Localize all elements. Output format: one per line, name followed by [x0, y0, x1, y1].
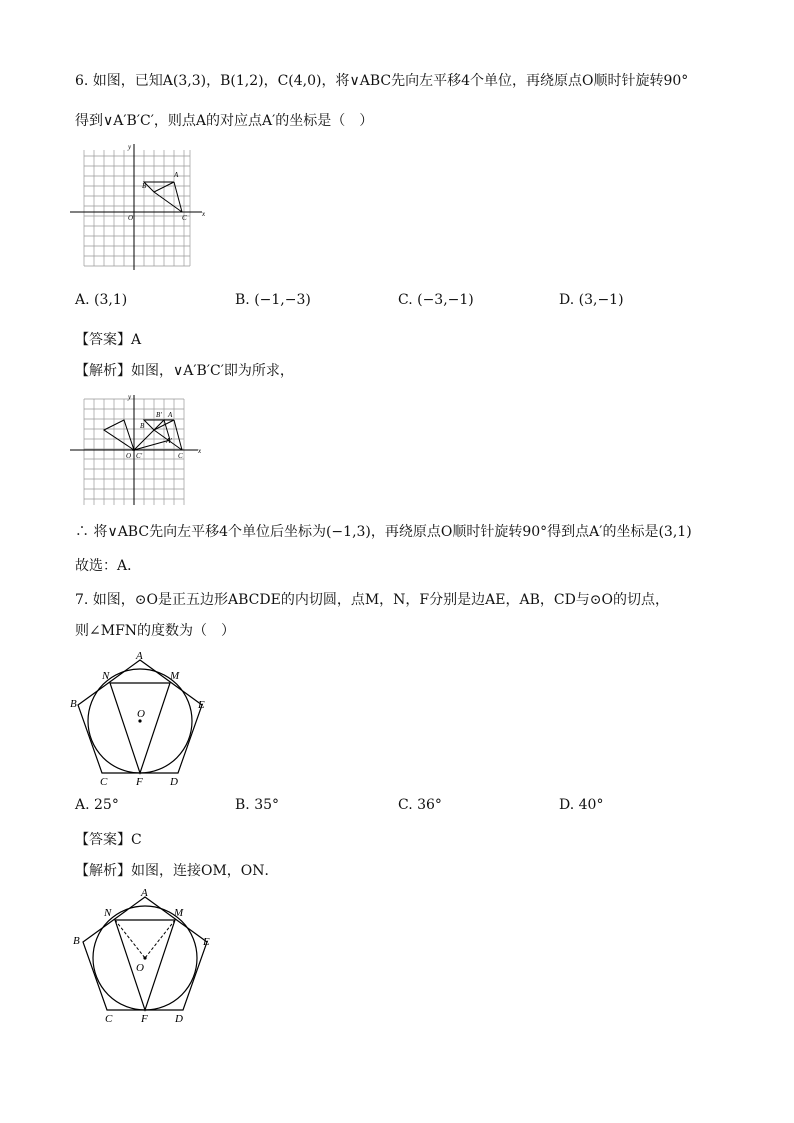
q7-stem-line2: 则∠MFN的度数为（ ） — [75, 623, 236, 639]
q6-figure-grid — [70, 140, 210, 270]
svg-text:C: C — [105, 1013, 113, 1025]
q7-pentagon-figure — [70, 645, 220, 785]
svg-text:x: x — [198, 447, 202, 455]
svg-text:F: F — [136, 776, 143, 785]
svg-text:F: F — [141, 1013, 148, 1025]
svg-text:O: O — [137, 708, 145, 720]
q7-answer: 【答案】C — [75, 832, 142, 848]
triangle-abc — [144, 182, 174, 192]
svg-text:A: A — [168, 411, 173, 419]
q6-conclusion: ∴ 将∨ABC先向左平移4个单位后坐标为(−1,3)，再绕原点O顺时针旋转90°得到点A′的坐标是(3,1) — [75, 524, 692, 540]
q7-option-d[interactable]: D. 40° — [559, 797, 604, 813]
segment-on — [115, 920, 145, 958]
svg-text:B: B — [73, 935, 80, 947]
x-label: x — [202, 210, 206, 218]
q6-choose: 故选：A． — [75, 558, 142, 574]
svg-text:C: C — [178, 452, 183, 460]
svg-text:y: y — [128, 395, 132, 401]
grid-lines — [84, 150, 190, 266]
svg-text:D: D — [170, 776, 178, 785]
svg-text:E: E — [198, 699, 205, 711]
q7-option-c[interactable]: C. 36° — [398, 797, 442, 813]
svg-text:N: N — [102, 670, 110, 682]
q6-stem-line2: 得到∨A′B′C′，则点A的对应点A′的坐标是（ ） — [75, 113, 374, 129]
svg-text:A′: A′ — [166, 437, 172, 445]
svg-text:N: N — [104, 907, 112, 919]
triangle-translated — [104, 420, 134, 450]
q7-solution-figure — [70, 885, 220, 1025]
q6-analysis: 【解析】如图，∨A′B′C′即为所求， — [75, 363, 294, 379]
q6-stem-line1: 6. 如图，已知A(3,3)，B(1,2)，C(4,0)，将∨ABC先向左平移4个单位，再绕原点O顺时针旋转90° — [75, 73, 689, 89]
svg-text:M: M — [174, 907, 184, 919]
q6-solution-grid — [70, 395, 210, 510]
q7-analysis: 【解析】如图，连接OM，ON． — [75, 863, 279, 879]
q6-option-d[interactable]: D. (3,−1) — [559, 292, 624, 308]
svg-text:O: O — [136, 962, 144, 974]
svg-text:D: D — [175, 1013, 183, 1025]
svg-text:B′: B′ — [156, 411, 162, 419]
origin-label: O — [128, 214, 134, 222]
q7-stem-line1: 7. 如图，⊙O是正五边形ABCDE的内切圆，点M，N，F分别是边AE，AB，CD与⊙O的切点， — [75, 592, 670, 608]
q6-option-c[interactable]: C. (−3,−1) — [398, 292, 474, 308]
svg-text:A: A — [141, 887, 148, 899]
triangle-mfn — [110, 683, 170, 773]
segment-om — [145, 920, 175, 958]
svg-text:B: B — [70, 698, 77, 710]
svg-text:A: A — [136, 650, 143, 662]
y-label: y — [128, 143, 132, 151]
svg-text:B: B — [140, 422, 145, 430]
point-a-label: A — [174, 171, 179, 179]
q6-answer: 【答案】A — [75, 332, 142, 348]
svg-text:O: O — [126, 452, 132, 460]
svg-text:E: E — [203, 936, 210, 948]
svg-text:M: M — [170, 670, 180, 682]
point-b-label: B — [142, 182, 147, 190]
svg-text:C: C — [100, 776, 108, 785]
point-c-label: C — [182, 214, 187, 222]
svg-text:C′: C′ — [136, 452, 143, 460]
q6-option-b[interactable]: B. (−1,−3) — [235, 292, 311, 308]
q7-option-b[interactable]: B. 35° — [235, 797, 280, 813]
q7-option-a[interactable]: A. 25° — [75, 797, 119, 813]
q6-option-a[interactable]: A. (3,1) — [75, 292, 128, 308]
